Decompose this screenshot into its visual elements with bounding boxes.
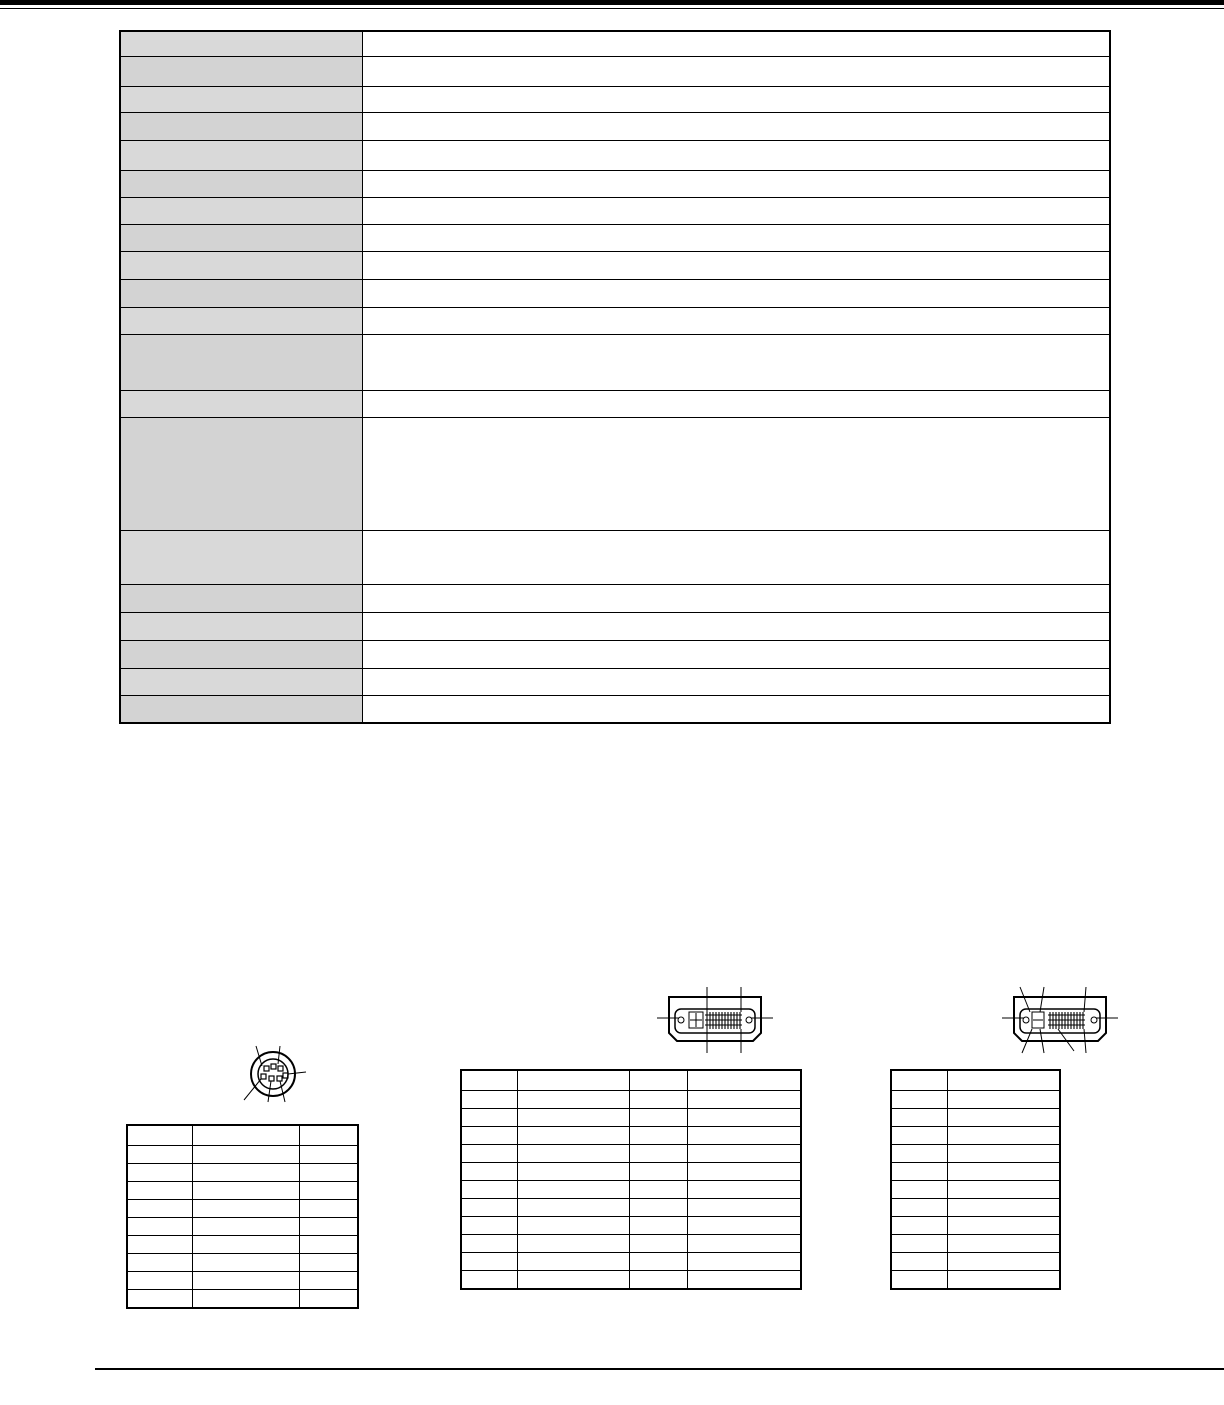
spec-value xyxy=(362,530,1110,584)
pin-table-row xyxy=(127,1164,358,1182)
pin-cell xyxy=(629,1235,687,1253)
pin-table-row xyxy=(891,1109,1060,1127)
pin-cell xyxy=(461,1091,517,1109)
pin-table-row xyxy=(127,1254,358,1272)
spec-value xyxy=(362,170,1110,197)
pin-table-row xyxy=(891,1127,1060,1145)
spec-label xyxy=(120,640,362,668)
pin-cell xyxy=(517,1199,629,1217)
pin-cell xyxy=(687,1109,801,1127)
pin-cell xyxy=(947,1163,1060,1181)
pin-table-header xyxy=(891,1070,1060,1091)
pin-cell xyxy=(947,1253,1060,1271)
pin-cell xyxy=(687,1145,801,1163)
pin-cell xyxy=(891,1217,947,1235)
spec-row xyxy=(120,140,1110,170)
pin-cell xyxy=(192,1182,299,1200)
pin-cell xyxy=(517,1163,629,1181)
pin-table-row xyxy=(461,1091,801,1109)
pin-cell xyxy=(891,1091,947,1109)
pin-cell xyxy=(687,1271,801,1290)
spec-label xyxy=(120,251,362,279)
pin-cell xyxy=(891,1109,947,1127)
spec-value xyxy=(362,334,1110,390)
pin-table-row xyxy=(461,1271,801,1290)
pin-cell xyxy=(127,1272,192,1290)
pin-table-row xyxy=(461,1199,801,1217)
pin-cell xyxy=(461,1253,517,1271)
spec-value xyxy=(362,31,1110,56)
spec-row xyxy=(120,530,1110,584)
pin-cell xyxy=(127,1182,192,1200)
pin-table-row xyxy=(891,1217,1060,1235)
spec-row xyxy=(120,334,1110,390)
pin-cell xyxy=(947,1145,1060,1163)
pin-cell xyxy=(461,1163,517,1181)
pin-cell xyxy=(687,1217,801,1235)
spec-label xyxy=(120,584,362,612)
dvi-i-connector-icon xyxy=(655,985,775,1055)
spec-value xyxy=(362,197,1110,224)
dvi-d-pin-table xyxy=(890,1069,1061,1290)
pin-cell xyxy=(687,1163,801,1181)
dvi-d-connector-icon xyxy=(1000,985,1120,1055)
spec-row xyxy=(120,197,1110,224)
pin-cell xyxy=(299,1236,358,1254)
pin-cell xyxy=(461,1199,517,1217)
pin-cell xyxy=(461,1235,517,1253)
mini-din-pin-table xyxy=(126,1124,359,1309)
pin-cell xyxy=(299,1125,358,1146)
pin-cell xyxy=(192,1254,299,1272)
pin-cell xyxy=(891,1127,947,1145)
pin-cell xyxy=(192,1290,299,1309)
pin-cell xyxy=(629,1181,687,1199)
pin-cell xyxy=(891,1163,947,1181)
pin-table-row xyxy=(461,1235,801,1253)
pin-cell xyxy=(192,1164,299,1182)
spec-value xyxy=(362,112,1110,140)
pin-table-row xyxy=(127,1272,358,1290)
spec-label xyxy=(120,31,362,56)
pin-table-row xyxy=(891,1235,1060,1253)
pin-cell xyxy=(192,1200,299,1218)
pin-cell xyxy=(192,1236,299,1254)
pin-cell xyxy=(947,1235,1060,1253)
spec-label xyxy=(120,279,362,307)
pin-table-row xyxy=(461,1253,801,1271)
pin-cell xyxy=(127,1146,192,1164)
spec-label xyxy=(120,56,362,86)
pin-table-row xyxy=(891,1163,1060,1181)
pin-table-row xyxy=(127,1218,358,1236)
pin-cell xyxy=(127,1164,192,1182)
pin-cell xyxy=(192,1218,299,1236)
pin-cell xyxy=(127,1125,192,1146)
spec-value xyxy=(362,695,1110,723)
top-rule-thin xyxy=(0,8,1224,9)
mini-din-connector-icon xyxy=(240,1042,310,1104)
spec-row xyxy=(120,612,1110,640)
pin-cell xyxy=(947,1181,1060,1199)
spec-value xyxy=(362,584,1110,612)
pin-cell xyxy=(629,1070,687,1091)
spec-value xyxy=(362,251,1110,279)
pin-cell xyxy=(687,1091,801,1109)
pin-cell xyxy=(629,1199,687,1217)
spec-label xyxy=(120,224,362,251)
spec-label xyxy=(120,390,362,417)
spec-row xyxy=(120,251,1110,279)
pin-table-row xyxy=(891,1253,1060,1271)
pin-cell xyxy=(687,1127,801,1145)
pin-cell xyxy=(891,1145,947,1163)
pin-cell xyxy=(629,1217,687,1235)
pin-cell xyxy=(192,1272,299,1290)
pin-cell xyxy=(629,1127,687,1145)
pin-cell xyxy=(891,1235,947,1253)
spec-label xyxy=(120,140,362,170)
pin-cell xyxy=(629,1271,687,1290)
pin-cell xyxy=(947,1199,1060,1217)
pin-cell xyxy=(299,1218,358,1236)
spec-value xyxy=(362,307,1110,334)
pin-table-row xyxy=(127,1290,358,1309)
bottom-rule xyxy=(95,1368,1224,1370)
pin-cell xyxy=(127,1290,192,1309)
spec-value xyxy=(362,279,1110,307)
pin-cell xyxy=(517,1091,629,1109)
pin-table-row xyxy=(461,1127,801,1145)
pin-cell xyxy=(192,1125,299,1146)
pin-table-header xyxy=(461,1070,801,1091)
pin-cell xyxy=(947,1070,1060,1091)
pin-cell xyxy=(299,1164,358,1182)
spec-label xyxy=(120,334,362,390)
pin-table-header xyxy=(127,1125,358,1146)
pin-cell xyxy=(517,1235,629,1253)
pin-table-row xyxy=(127,1146,358,1164)
pin-table-row xyxy=(461,1181,801,1199)
spec-row xyxy=(120,224,1110,251)
pin-table-row xyxy=(127,1182,358,1200)
pin-cell xyxy=(891,1070,947,1091)
pin-table-row xyxy=(891,1091,1060,1109)
pin-cell xyxy=(947,1109,1060,1127)
spec-row xyxy=(120,112,1110,140)
spec-value xyxy=(362,612,1110,640)
pin-table-row xyxy=(891,1199,1060,1217)
spec-row xyxy=(120,417,1110,530)
spec-value xyxy=(362,417,1110,530)
pin-cell xyxy=(687,1199,801,1217)
pin-cell xyxy=(629,1091,687,1109)
spec-value xyxy=(362,640,1110,668)
pin-table-row xyxy=(891,1181,1060,1199)
spec-label xyxy=(120,530,362,584)
spec-label xyxy=(120,417,362,530)
pin-cell xyxy=(299,1146,358,1164)
pin-cell xyxy=(517,1145,629,1163)
pin-cell xyxy=(947,1217,1060,1235)
dvi-i-pin-table xyxy=(460,1069,802,1290)
pin-cell xyxy=(192,1146,299,1164)
pin-cell xyxy=(299,1182,358,1200)
pin-cell xyxy=(687,1235,801,1253)
spec-value xyxy=(362,86,1110,112)
spec-row xyxy=(120,31,1110,56)
pin-table-row xyxy=(127,1200,358,1218)
spec-row xyxy=(120,390,1110,417)
spec-value xyxy=(362,140,1110,170)
pin-table-row xyxy=(461,1145,801,1163)
pin-cell xyxy=(891,1181,947,1199)
spec-value xyxy=(362,668,1110,695)
pin-cell xyxy=(687,1070,801,1091)
pin-cell xyxy=(947,1091,1060,1109)
spec-label xyxy=(120,112,362,140)
pin-cell xyxy=(461,1127,517,1145)
spec-label xyxy=(120,86,362,112)
pin-cell xyxy=(127,1254,192,1272)
spec-label xyxy=(120,197,362,224)
pin-cell xyxy=(127,1200,192,1218)
pin-cell xyxy=(891,1199,947,1217)
pin-cell xyxy=(461,1217,517,1235)
spec-value xyxy=(362,224,1110,251)
pin-cell xyxy=(629,1253,687,1271)
pin-cell xyxy=(299,1272,358,1290)
pin-cell xyxy=(127,1218,192,1236)
pin-cell xyxy=(517,1181,629,1199)
top-rule xyxy=(0,0,1224,5)
pin-cell xyxy=(687,1181,801,1199)
spec-row xyxy=(120,170,1110,197)
pin-cell xyxy=(517,1070,629,1091)
spec-label xyxy=(120,170,362,197)
pin-cell xyxy=(687,1253,801,1271)
spec-row xyxy=(120,584,1110,612)
pin-cell xyxy=(947,1271,1060,1290)
pin-cell xyxy=(299,1254,358,1272)
pin-cell xyxy=(461,1145,517,1163)
spec-value xyxy=(362,390,1110,417)
spec-row xyxy=(120,279,1110,307)
spec-row xyxy=(120,56,1110,86)
pin-table-row xyxy=(127,1236,358,1254)
spec-label xyxy=(120,668,362,695)
pin-table-row xyxy=(461,1109,801,1127)
spec-row xyxy=(120,668,1110,695)
spec-label xyxy=(120,307,362,334)
pin-cell xyxy=(517,1109,629,1127)
pin-cell xyxy=(461,1271,517,1290)
pin-cell xyxy=(461,1181,517,1199)
pin-cell xyxy=(461,1109,517,1127)
pin-cell xyxy=(517,1253,629,1271)
pin-table-row xyxy=(891,1271,1060,1290)
pin-cell xyxy=(299,1290,358,1309)
pin-table-row xyxy=(461,1217,801,1235)
pin-cell xyxy=(891,1253,947,1271)
pin-cell xyxy=(947,1127,1060,1145)
spec-label xyxy=(120,695,362,723)
pin-cell xyxy=(629,1163,687,1181)
pin-cell xyxy=(517,1217,629,1235)
pin-cell xyxy=(517,1271,629,1290)
pin-cell xyxy=(629,1145,687,1163)
pin-cell xyxy=(127,1236,192,1254)
spec-row xyxy=(120,640,1110,668)
pin-cell xyxy=(891,1271,947,1290)
spec-value xyxy=(362,56,1110,86)
pin-table-row xyxy=(461,1163,801,1181)
pin-cell xyxy=(517,1127,629,1145)
spec-row xyxy=(120,86,1110,112)
spec-row xyxy=(120,307,1110,334)
pin-table-row xyxy=(891,1145,1060,1163)
spec-table xyxy=(119,30,1111,724)
pin-cell xyxy=(461,1070,517,1091)
pin-cell xyxy=(629,1109,687,1127)
spec-label xyxy=(120,612,362,640)
spec-row xyxy=(120,695,1110,723)
pin-cell xyxy=(299,1200,358,1218)
